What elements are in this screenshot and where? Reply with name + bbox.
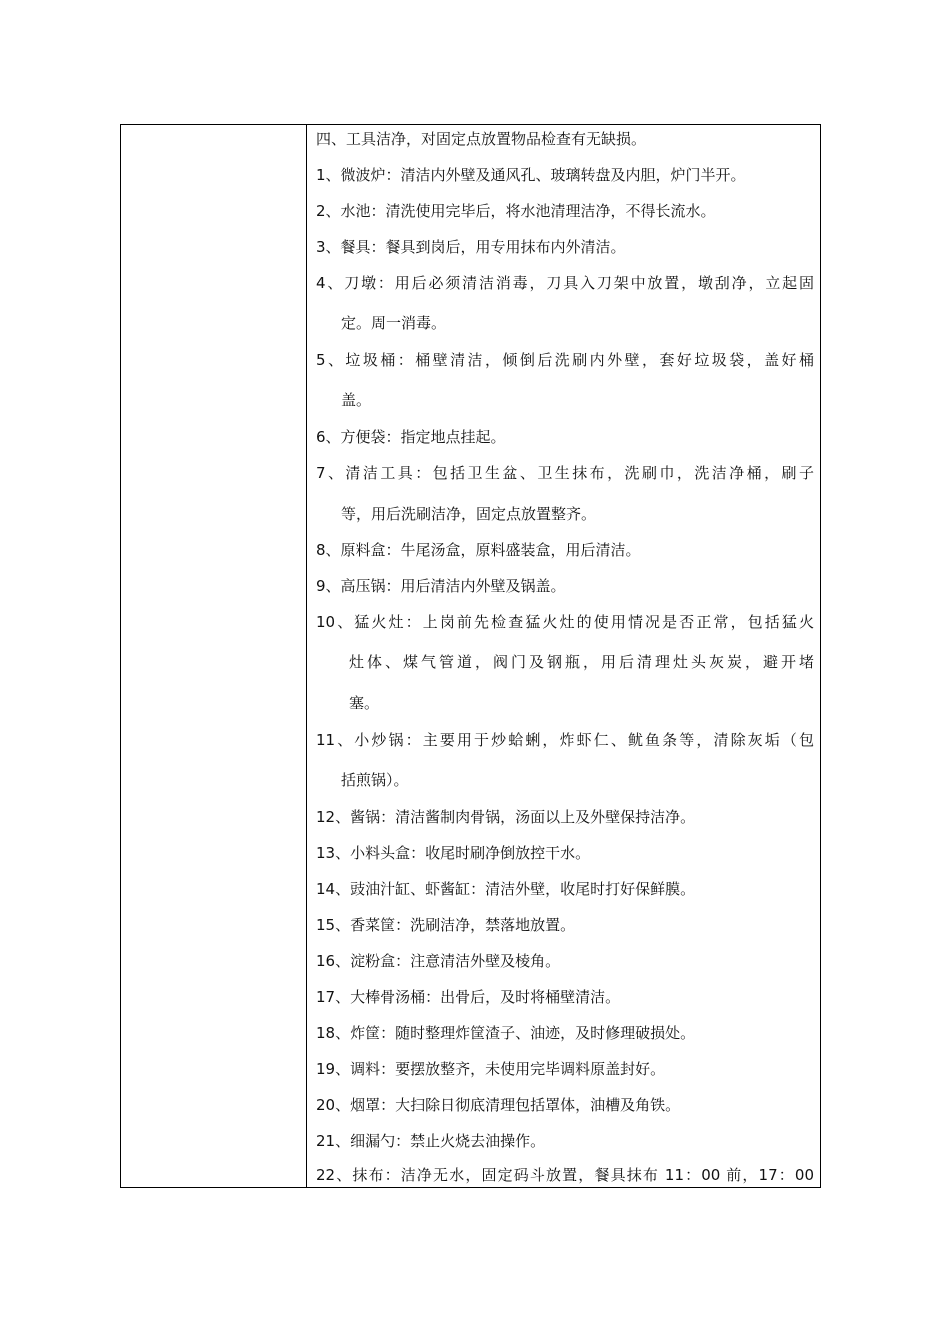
list-item: 9、高压锅：用后清洁内外壁及锅盖。 bbox=[316, 577, 566, 595]
list-item: 11、小炒锅：主要用于炒蛤蜊，炸虾仁、鱿鱼条等，清除灰垢（包 bbox=[316, 731, 814, 749]
list-item: 18、炸筐：随时整理炸筐渣子、油迹，及时修理破损处。 bbox=[316, 1024, 696, 1042]
list-item: 15、香菜筐：洗刷洁净，禁落地放置。 bbox=[316, 916, 576, 934]
list-item: 4、刀墩：用后必须清洁消毒，刀具入刀架中放置，墩刮净，立起固 bbox=[316, 274, 814, 292]
list-item-continuation: 括煎锅）。 bbox=[341, 771, 409, 789]
table-right-cell bbox=[307, 125, 820, 1187]
list-item: 2、水池：清洗使用完毕后，将水池清理洁净，不得长流水。 bbox=[316, 202, 716, 220]
content-table bbox=[120, 124, 821, 1188]
list-item: 17、大棒骨汤桶：出骨后，及时将桶壁清洁。 bbox=[316, 988, 621, 1006]
list-item-continuation: 盖。 bbox=[341, 391, 372, 409]
list-item: 8、原料盒：牛尾汤盒，原料盛装盒，用后清洁。 bbox=[316, 541, 641, 559]
section-heading: 四、工具洁净，对固定点放置物品检查有无缺损。 bbox=[316, 130, 647, 148]
list-item: 16、淀粉盒：注意清洁外壁及棱角。 bbox=[316, 952, 561, 970]
list-item: 12、酱锅：清洁酱制肉骨锅，汤面以上及外壁保持洁净。 bbox=[316, 808, 696, 826]
list-item: 13、小料头盒：收尾时刷净倒放控干水。 bbox=[316, 844, 591, 862]
list-item: 3、餐具：餐具到岗后，用专用抹布内外清洁。 bbox=[316, 238, 626, 256]
list-item-continuation: 灶体、煤气管道，阀门及钢瓶，用后清理灶头灰炭，避开堵 bbox=[349, 653, 814, 671]
list-item: 20、烟罩：大扫除日彻底清理包括罩体，油槽及角铁。 bbox=[316, 1096, 681, 1114]
table-left-cell bbox=[121, 125, 307, 1187]
list-item-continuation: 塞。 bbox=[349, 694, 380, 712]
list-item: 5、垃圾桶：桶壁清洁，倾倒后洗刷内外壁，套好垃圾袋，盖好桶 bbox=[316, 351, 814, 369]
list-item: 7、清洁工具：包括卫生盆、卫生抹布，洗刷巾，洗洁净桶，刷子 bbox=[316, 464, 814, 482]
list-item: 22、抹布：洁净无水，固定码斗放置，餐具抹布 11：00 前，17：00 bbox=[316, 1166, 814, 1184]
list-item: 14、豉油汁缸、虾酱缸：清洁外壁，收尾时打好保鲜膜。 bbox=[316, 880, 696, 898]
list-item: 19、调料：要摆放整齐，未使用完毕调料原盖封好。 bbox=[316, 1060, 666, 1078]
list-item: 6、方便袋：指定地点挂起。 bbox=[316, 428, 506, 446]
list-item-continuation: 等，用后洗刷洁净，固定点放置整齐。 bbox=[341, 505, 597, 523]
list-item: 10、猛火灶：上岗前先检查猛火灶的使用情况是否正常，包括猛火 bbox=[316, 613, 814, 631]
list-item: 1、微波炉：清洁内外壁及通风孔、玻璃转盘及内胆，炉门半开。 bbox=[316, 166, 746, 184]
list-item: 21、细漏勺：禁止火烧去油操作。 bbox=[316, 1132, 546, 1150]
list-item-continuation: 定。周一消毒。 bbox=[341, 314, 447, 332]
